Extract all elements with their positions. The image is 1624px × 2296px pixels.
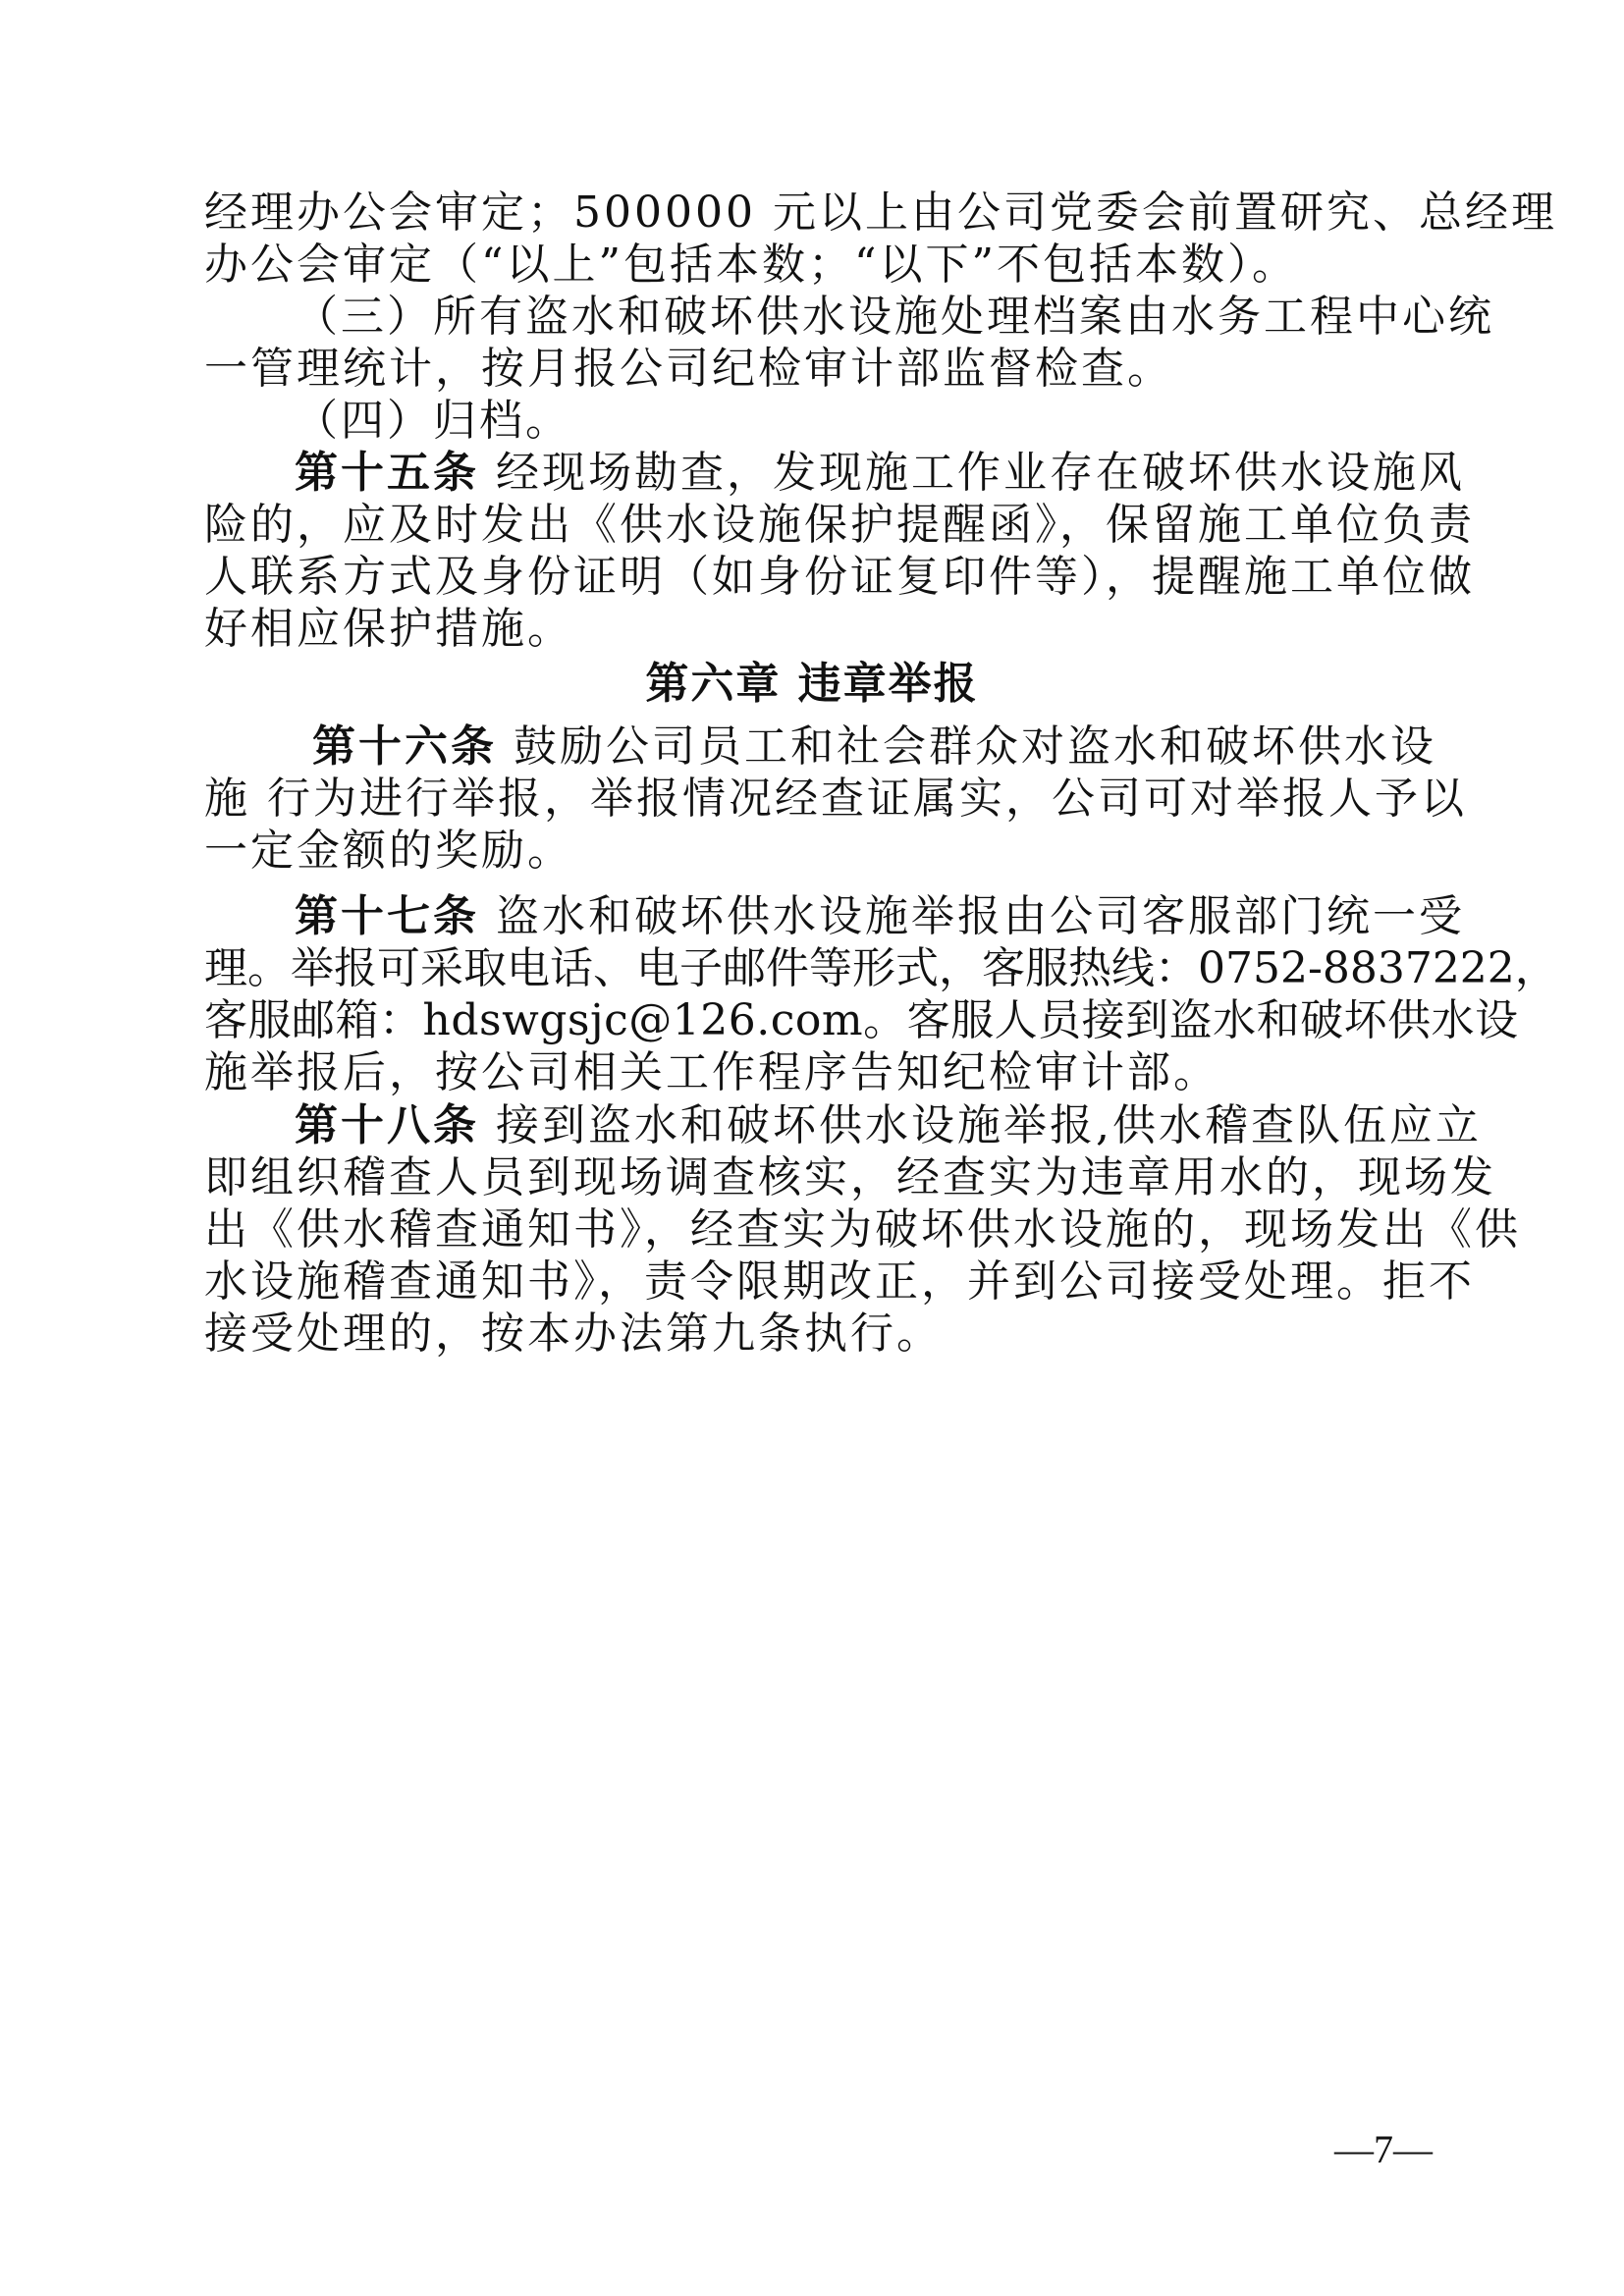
text-line: 好相应保护措施。 [204,604,573,654]
text-line: 施举报后，按公司相关工作程序告知纪检审计部。 [204,1047,1219,1097]
text-line: 理。举报可采取电话、电子邮件等形式，客服热线：0752-8837222， [204,943,1558,993]
chapter-heading: 第六章 违章举报 [645,659,979,709]
text-line: 经理办公会审定；500000 元以上由公司党委会前置研究、总经理 [204,187,1557,238]
article-label: 第十七条 [295,891,479,941]
article-18-line [295,1097,1482,1154]
article-text: 经现场勘查，发现施工作业存在破坏供水设施风 [479,448,1465,498]
article-label: 第十六条 [312,721,497,772]
article-text: 鼓励公司员工和社会群众对盗水和破坏供水设 [497,721,1436,772]
text-line: 接受处理的，按本办法第九条执行。 [204,1308,943,1359]
text-line: 水设施稽查通知书》，责令限期改正，并到公司接受处理。拒不 [204,1256,1475,1307]
article-15-line [295,445,1465,502]
text-line: 即组织稽查人员到现场调查核实，经查实为违章用水的，现场发 [204,1152,1496,1202]
text-line: （四）归档。 [295,396,571,446]
text-line: 出《供水稽查通知书》，经查实为破坏供水设施的，现场发出《供 [204,1204,1521,1255]
text-line: 一管理统计，按月报公司纪检审计部监督检查。 [204,344,1173,394]
article-16-line [312,719,1436,775]
text-line: 施 行为进行举报，举报情况经查证属实，公司可对举报人予以 [204,774,1467,824]
article-text: 盗水和破坏供水设施举报由公司客服部门统一受 [479,891,1465,941]
text-line: 险的，应及时发出《供水设施保护提醒函》，保留施工单位负责 [204,500,1475,550]
text-line: （三）所有盗水和破坏供水设施处理档案由水务工程中心统 [295,292,1494,342]
article-text: 接到盗水和破坏供水设施举报,供水稽查队伍应立 [479,1100,1482,1150]
text-line: 客服邮箱：hdswgsjc@126.com。客服人员接到盗水和破坏供水设 [204,995,1519,1045]
article-label: 第十八条 [295,1100,479,1150]
text-line: 人联系方式及身份证明（如身份证复印件等），提醒施工单位做 [204,552,1475,602]
article-label: 第十五条 [295,448,479,498]
article-17-line [295,888,1465,945]
text-line: 一定金额的奖励。 [204,826,573,876]
text-line: 办公会审定（“以上”包括本数；“以下”不包括本数）。 [204,240,1298,290]
page-number: —7— [1334,2127,1433,2171]
